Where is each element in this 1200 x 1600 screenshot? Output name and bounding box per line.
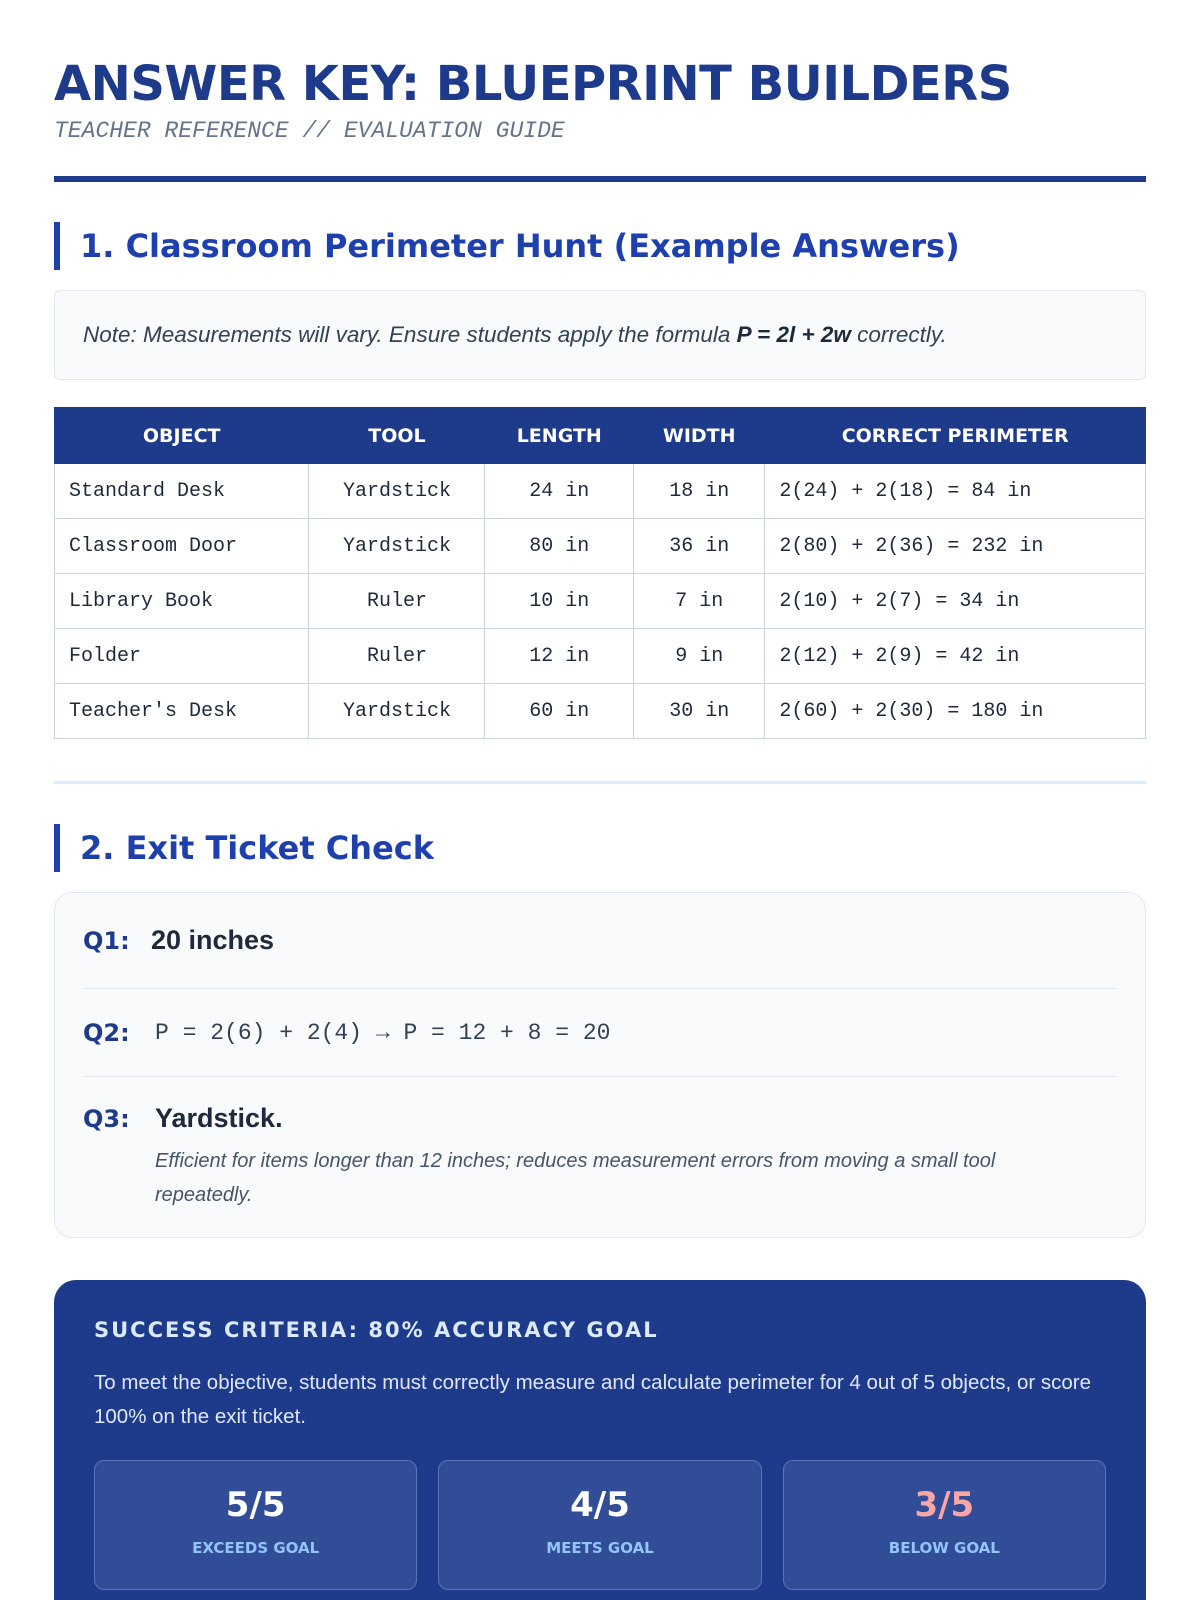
score-label: BELOW GOAL [888,1539,1000,1557]
score-value: 4/5 [570,1485,630,1525]
section-divider [54,781,1146,784]
question-answer: Yardstick. [155,1103,283,1133]
column-header-tool: TOOL [309,408,485,464]
cell-length: 24 in [485,464,634,519]
column-header-length: LENGTH [485,408,634,464]
table-row [55,464,1146,519]
question-answer: P = 2(6) + 2(4) → P = 12 + 8 = 20 [155,1019,611,1046]
cell-perimeter: 2(10) + 2(7) = 34 in [765,574,1146,629]
page-subtitle: TEACHER REFERENCE // EVALUATION GUIDE [54,118,565,144]
section-2-title: 2. Exit Ticket Check [80,829,435,867]
cell-perimeter: 2(24) + 2(18) = 84 in [765,464,1146,519]
title-divider [54,176,1146,182]
question-row-q3 [83,1077,1117,1212]
section-1-title: 1. Classroom Perimeter Hunt (Example Answers) [80,227,960,265]
cell-perimeter: 2(80) + 2(36) = 232 in [765,519,1146,574]
score-value: 5/5 [225,1485,286,1525]
table-row [55,519,1146,574]
exit-ticket-answers [54,892,1146,1238]
cell-length: 60 in [485,684,634,739]
table-row [55,629,1146,684]
column-header-object: OBJECT [55,408,309,464]
note-formula: P = 2l + 2w [736,322,851,347]
cell-object: Standard Desk [55,464,309,519]
score-value: 3/5 [914,1485,975,1525]
question-answer-block [155,1103,1055,1212]
success-criteria-panel [54,1280,1146,1600]
column-header-width: WIDTH [634,408,765,464]
question-explanation: Efficient for items longer than 12 inches; reduces measurement errors from moving a small tool repeatedly. [155,1150,996,1206]
table-row [55,684,1146,739]
cell-perimeter: 2(12) + 2(9) = 42 in [765,629,1146,684]
table-header-row [55,408,1146,464]
cell-object: Classroom Door [55,519,309,574]
note-suffix: correctly. [850,322,947,347]
cell-perimeter: 2(60) + 2(30) = 180 in [765,684,1146,739]
score-label: MEETS GOAL [546,1539,654,1557]
criteria-title: SUCCESS CRITERIA: 80% ACCURACY GOAL [94,1318,659,1342]
cell-object: Folder [55,629,309,684]
page-title: ANSWER KEY: BLUEPRINT BUILDERS [54,56,1012,112]
section-1-header [54,222,1146,270]
note-prefix: Note: Measurements will vary. Ensure students apply the formula [83,322,737,347]
cell-width: 30 in [634,684,765,739]
cell-tool: Yardstick [309,464,485,519]
question-label: Q1: [83,926,130,955]
section-2-header [54,824,1146,872]
cell-tool: Yardstick [309,519,485,574]
cell-width: 7 in [634,574,765,629]
cell-length: 80 in [485,519,634,574]
section-accent-bar [54,222,60,270]
question-row-q1 [83,893,1117,989]
question-label: Q2: [83,1018,130,1047]
score-cards [94,1460,1106,1590]
cell-length: 10 in [485,574,634,629]
cell-width: 9 in [634,629,765,684]
criteria-description: To meet the objective, students must correctly measure and calculate perimeter for 4 out of 5 objects, or score 100% on the exit ticket. [94,1371,1092,1428]
question-answer: 20 inches [151,925,275,955]
score-label: EXCEEDS GOAL [192,1539,320,1557]
perimeter-table [54,407,1146,739]
cell-width: 18 in [634,464,765,519]
cell-tool: Ruler [309,629,485,684]
cell-width: 36 in [634,519,765,574]
cell-tool: Yardstick [309,684,485,739]
cell-tool: Ruler [309,574,485,629]
score-card-exceeds [94,1460,417,1590]
score-card-meets [438,1460,761,1590]
score-card-below [783,1460,1106,1590]
question-row-q2 [83,989,1117,1077]
question-label: Q3: [83,1105,130,1133]
cell-object: Teacher's Desk [55,684,309,739]
section-accent-bar [54,824,60,872]
cell-length: 12 in [485,629,634,684]
cell-object: Library Book [55,574,309,629]
column-header-perimeter: CORRECT PERIMETER [765,408,1146,464]
table-row [55,574,1146,629]
measurement-note [54,290,1146,380]
